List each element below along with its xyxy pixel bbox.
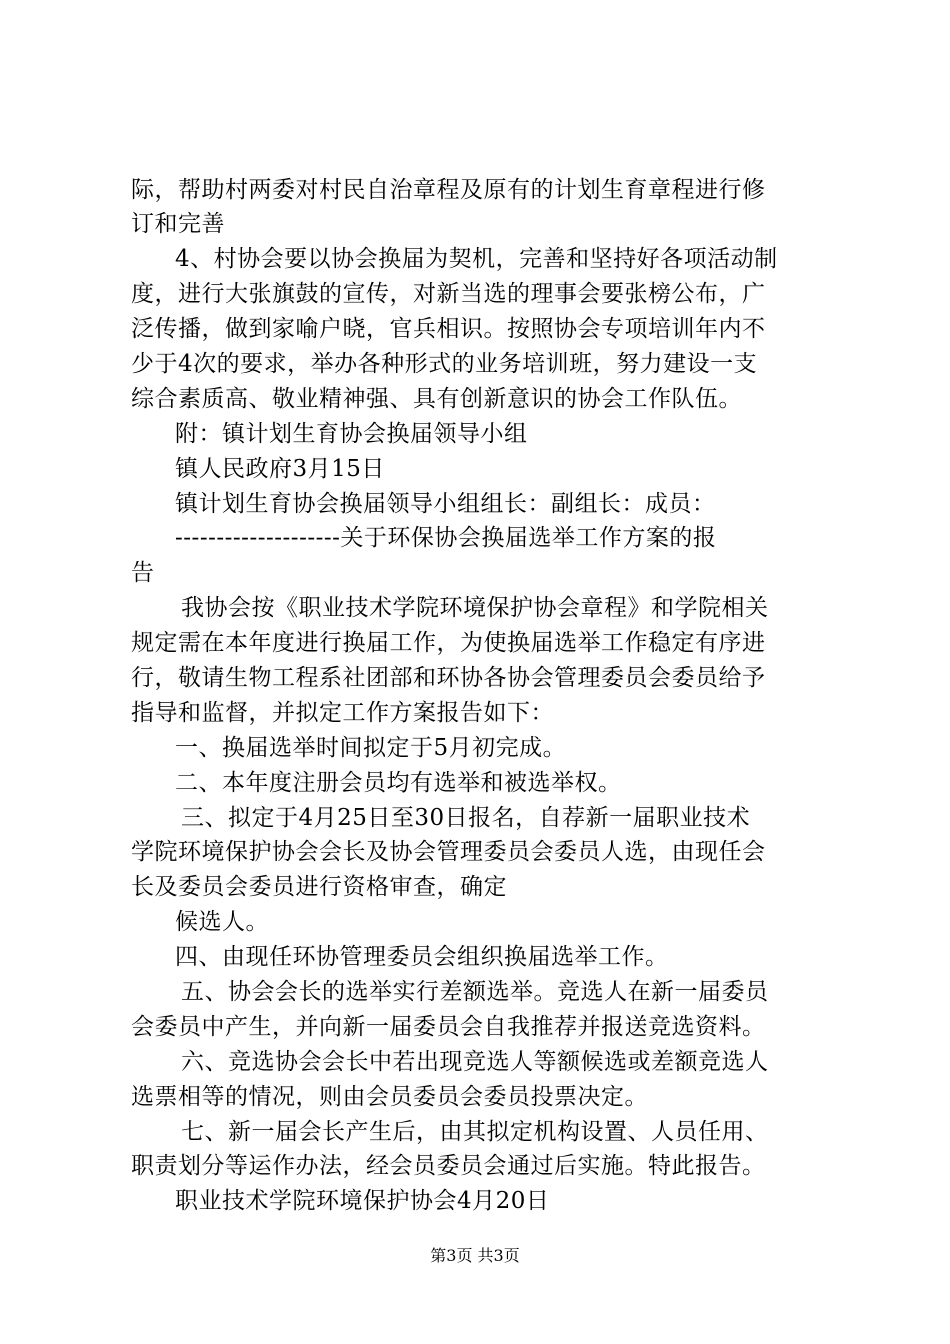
text-line: 七、新一届会长产生后，由其拟定机构设置、人员任用、: [181, 1119, 769, 1145]
text-line: 综合素质高、敬业精神强、具有创新意识的协会工作队伍。: [131, 386, 742, 412]
text-line: 五、协会会长的选举实行差额选举。竞选人在新一届委员: [181, 979, 769, 1005]
text-line: 候选人。: [175, 909, 269, 935]
text-line: 度，进行大张旗鼓的宣传，对新当选的理事会要张榜公布，广: [131, 281, 766, 307]
text-line: 镇人民政府3月15日: [175, 456, 385, 482]
text-line: 4、村协会要以协会换届为契机，完善和坚持好各项活动制: [175, 246, 778, 272]
text-line: 选票相等的情况，则由会员委员会委员投票决定。: [131, 1084, 648, 1110]
text-line: 泛传播，做到家喻户晓，官兵相识。按照协会专项培训年内不: [131, 316, 766, 342]
text-line: --------------------关于环保协会换届选举工作方案的报: [175, 525, 717, 551]
text-line: 职业技术学院环境保护协会4月20日: [175, 1188, 550, 1214]
text-line: 际，帮助村两委对村民自治章程及原有的计划生育章程进行修: [131, 177, 766, 203]
text-line: 镇计划生育协会换届领导小组组长：副组长：成员：: [175, 491, 716, 517]
text-line: 一、换届选举时间拟定于5月初完成。: [175, 735, 567, 761]
text-line: 行，敬请生物工程系社团部和环协各协会管理委员会委员给予: [131, 665, 766, 691]
text-line: 长及委员会委员进行资格审查，确定: [131, 874, 507, 900]
text-line: 告: [131, 560, 155, 586]
text-line: 职责划分等运作办法，经会员委员会通过后实施。特此报告。: [131, 1153, 766, 1179]
text-line: 二、本年度注册会员均有选举和被选举权。: [175, 770, 622, 796]
text-line: 六、竞选协会会长中若出现竞选人等额候选或差额竞选人: [181, 1049, 769, 1075]
text-line: 三、拟定于4月25日至30日报名，自荐新一届职业技术: [181, 805, 751, 831]
page-number-footer: 第3页 共3页: [430, 1246, 520, 1265]
text-line: 指导和监督，并拟定工作方案报告如下：: [131, 700, 554, 726]
text-line: 订和完善: [131, 211, 225, 237]
text-line: 四、由现任环协管理委员会组织换届选举工作。: [175, 944, 669, 970]
text-line: 我协会按《职业技术学院环境保护协会章程》和学院相关: [181, 595, 769, 621]
text-line: 附：镇计划生育协会换届领导小组: [175, 421, 528, 447]
text-line: 会委员中产生，并向新一届委员会自我推荐并报送竞选资料。: [131, 1014, 766, 1040]
text-line: 少于4次的要求，举办各种形式的业务培训班，努力建设一支: [131, 351, 758, 377]
text-line: 学院环境保护协会会长及协会管理委员会委员人选，由现任会: [131, 839, 766, 865]
text-line: 规定需在本年度进行换届工作，为使换届选举工作稳定有序进: [131, 630, 766, 656]
